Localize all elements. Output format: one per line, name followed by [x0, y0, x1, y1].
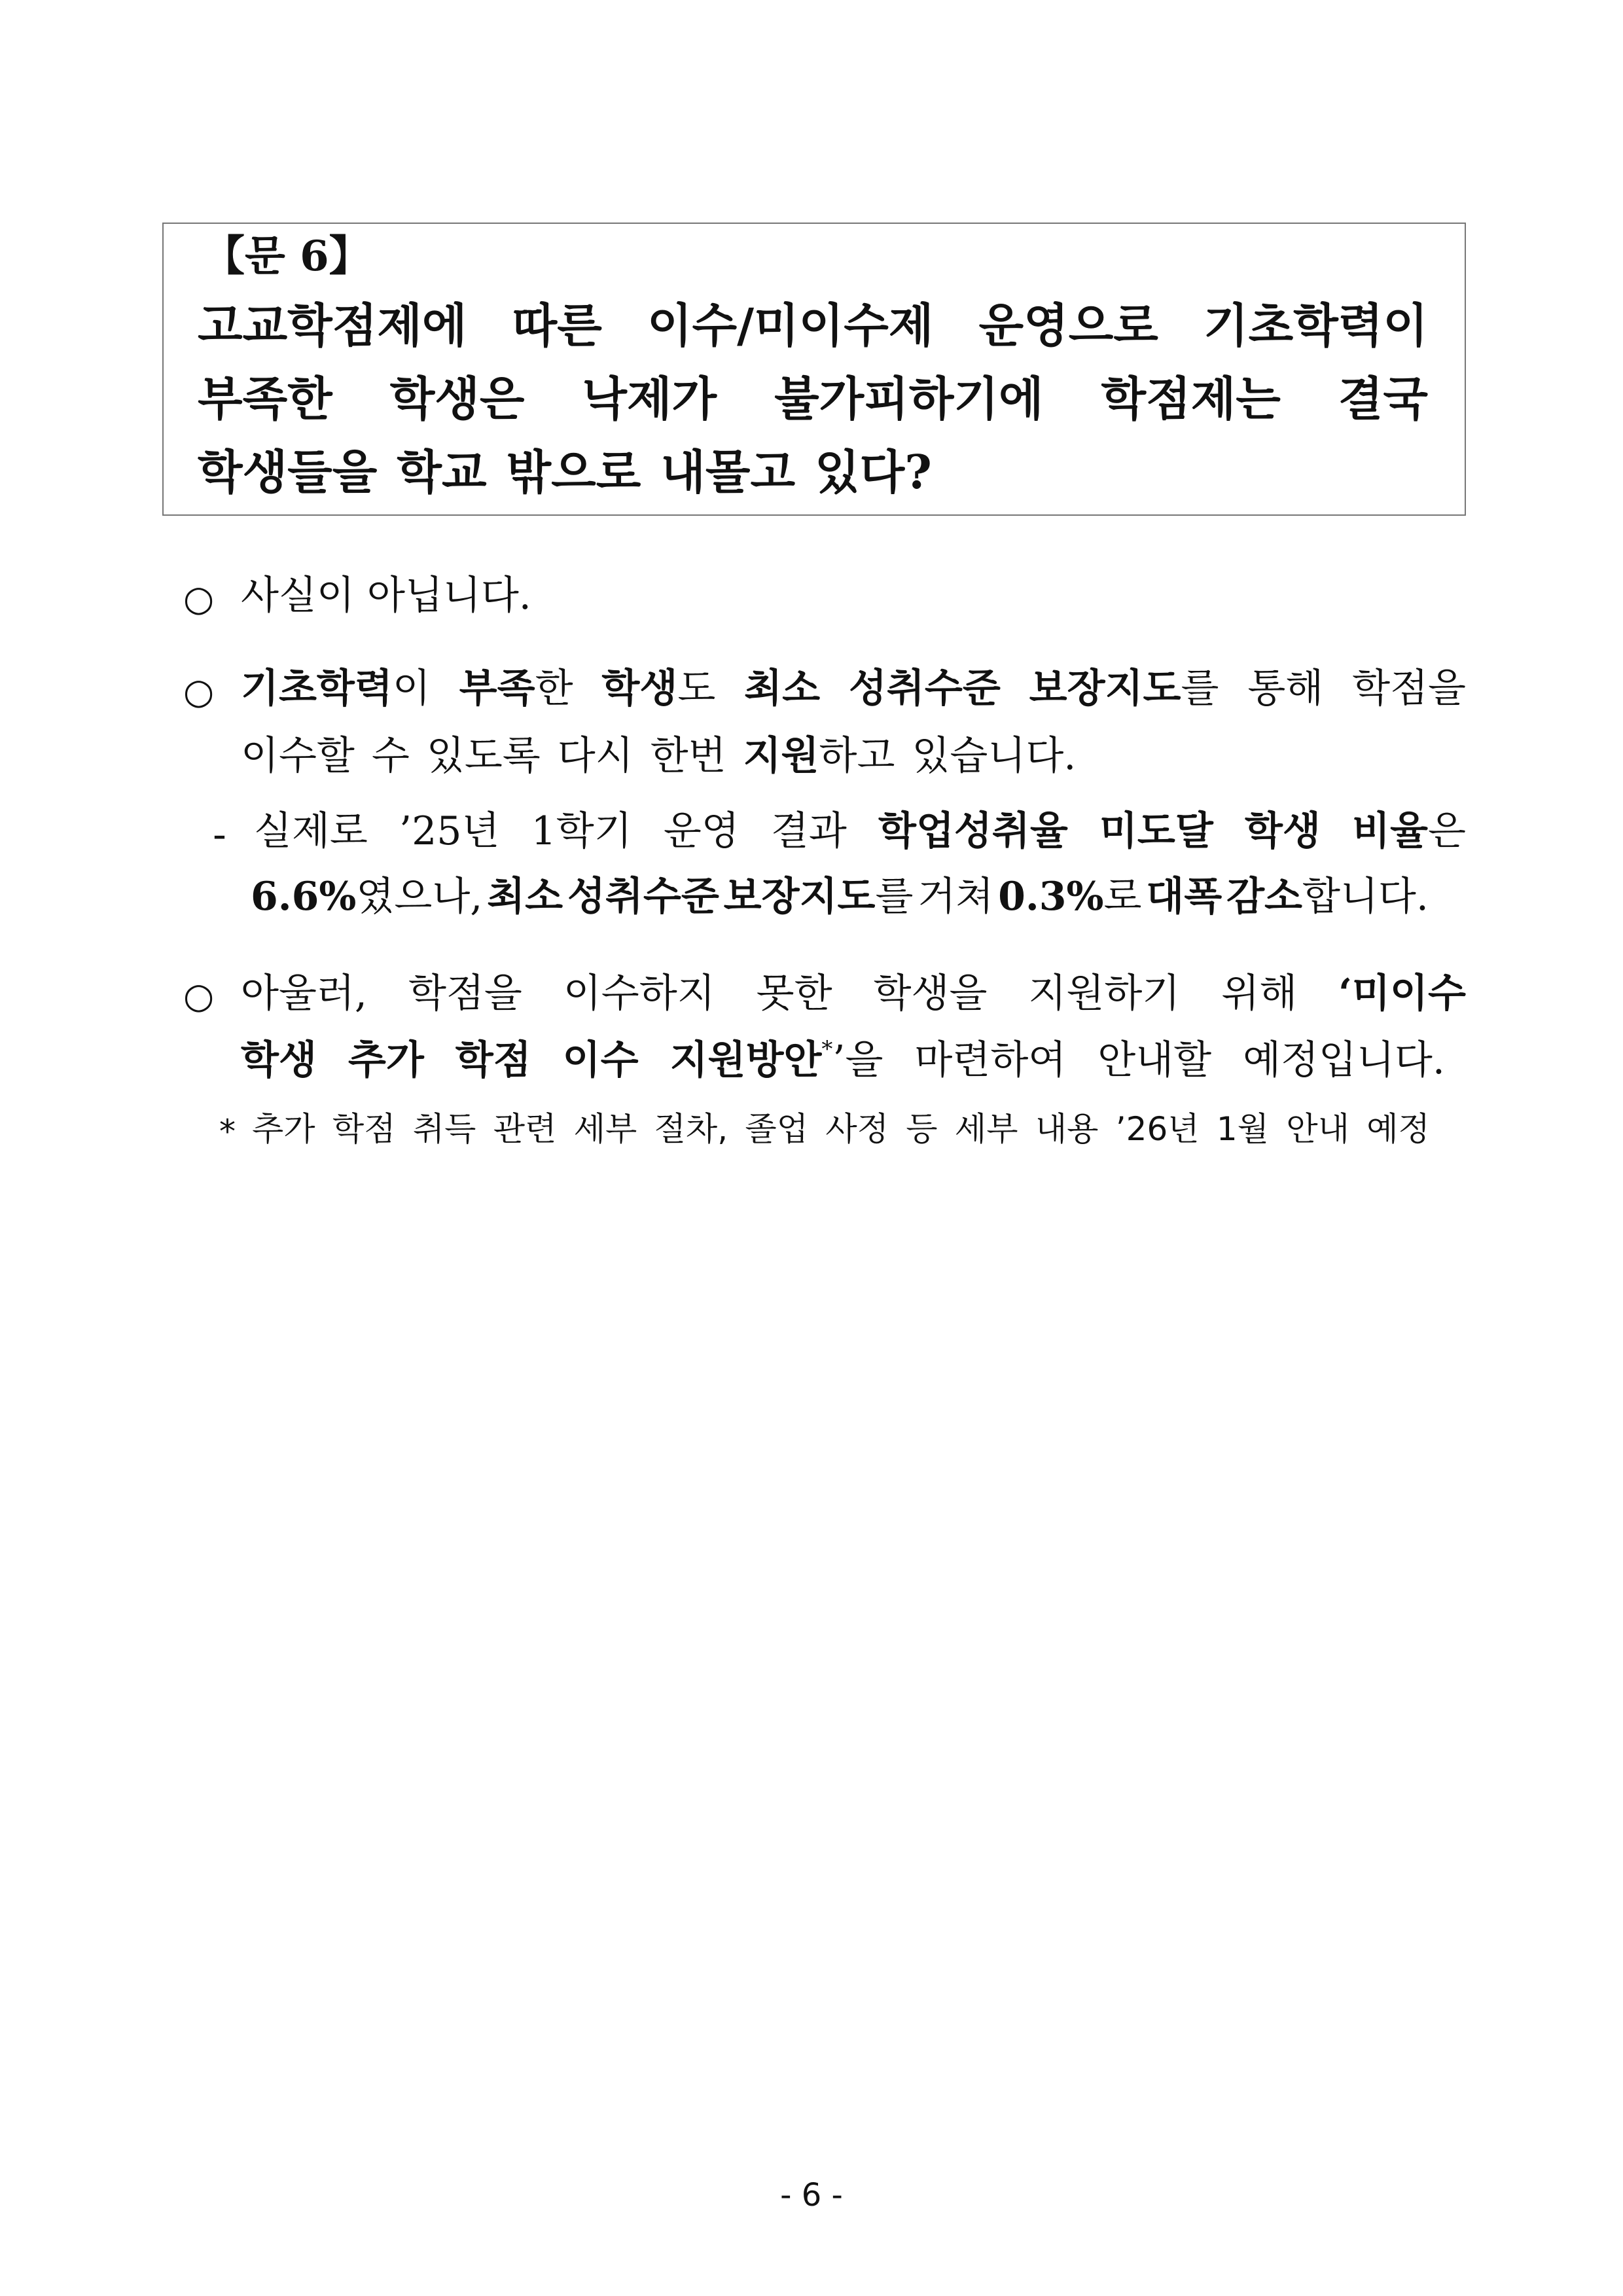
answer-text: 하고 — [819, 733, 895, 779]
emphasis-text: 학점 — [455, 1037, 531, 1083]
footnote-word: 절차, — [654, 1110, 728, 1148]
emphasis-text: 최소 — [487, 874, 563, 920]
answer-subitem-line-2 — [251, 874, 1429, 920]
emphasis-text: 성취수준 — [567, 874, 719, 920]
answer-item-2-line-1 — [241, 666, 1466, 711]
answer-text: 위해 — [1221, 971, 1298, 1016]
answer-text: 있습니다. — [912, 733, 1077, 779]
answer-text: 을 — [845, 1037, 883, 1083]
emphasis-text: 성취수준 — [848, 666, 1001, 711]
question-word: 학점제는 — [1101, 371, 1281, 426]
footnote-word: 1월 — [1216, 1110, 1269, 1148]
footnote-word: 학점 — [332, 1110, 396, 1148]
emphasis-text: 학생 — [601, 666, 678, 711]
answer-text: 1학기 — [531, 808, 632, 854]
emphasis-text: 학생 — [1245, 808, 1321, 854]
emphasis-text: 미이수 — [1352, 971, 1466, 1016]
footnote-word: 예정 — [1366, 1110, 1430, 1148]
answer-text: 였으나, — [356, 874, 483, 920]
answer-text: 이수할 — [241, 733, 355, 779]
answer-text: 학점을 — [408, 971, 522, 1016]
question-word: 고교학점제에 — [198, 298, 467, 353]
footnote-word: 취득 — [412, 1110, 476, 1148]
question-word: 이수/미이수제 — [647, 298, 934, 353]
question-line-1 — [198, 298, 1428, 353]
question-box — [162, 223, 1466, 516]
bullet-circle: ○ — [183, 578, 215, 619]
emphasis-text: 감소 — [1226, 874, 1302, 920]
emphasis-text: 학업성취율 — [878, 808, 1068, 854]
footnote-word: 관련 — [493, 1110, 557, 1148]
footnote-word: 추가 — [252, 1110, 315, 1148]
emphasis-text: 추가 — [348, 1037, 424, 1083]
question-word: 있다? — [815, 444, 932, 499]
question-word: 부족한 — [198, 371, 332, 426]
answer-text: 지원하기 — [1028, 971, 1181, 1016]
answer-text: ’25년 — [399, 808, 500, 854]
answer-text: 이 — [392, 666, 431, 711]
answer-text: 수 — [371, 733, 410, 779]
answer-text: 운영 — [663, 808, 740, 854]
answer-text: 예정입니다. — [1243, 1037, 1445, 1083]
answer-text: 거쳐 — [918, 874, 994, 920]
footnote — [252, 1110, 1430, 1148]
footnote-word: 졸업 — [745, 1110, 809, 1148]
emphasis-text: 지원 — [743, 733, 819, 779]
emphasis-text: 학생 — [241, 1037, 317, 1083]
answer-text: 합니다. — [1302, 874, 1429, 920]
answer-text: 를 — [875, 874, 914, 920]
quote-mark: ’ — [832, 1037, 846, 1083]
footnote-word: 등 — [906, 1110, 938, 1148]
emphasis-text: 기초학력 — [241, 666, 393, 711]
answer-text: 못한 — [756, 971, 832, 1016]
emphasis-text: 보장지도 — [723, 874, 876, 920]
answer-text: 사실이 아닙니다. — [241, 573, 531, 619]
emphasis-text: 이수 — [562, 1037, 639, 1083]
question-word: 낙제가 — [582, 371, 717, 426]
answer-text: 은 — [1428, 808, 1466, 854]
question-word: 밖으로 — [506, 444, 641, 499]
answer-item-2-line-2 — [241, 733, 1077, 779]
emphasis-text: 부족 — [459, 666, 535, 711]
question-line-2 — [198, 371, 1428, 426]
footnote-star: * — [219, 1113, 236, 1151]
answer-text: 한번 — [650, 733, 726, 779]
quote-mark: ‘ — [1338, 971, 1353, 1016]
emphasis-text: 보장지도 — [1029, 666, 1181, 711]
emphasis-text: 지원방안 — [669, 1037, 822, 1083]
answer-text: 결과 — [770, 808, 847, 854]
question-word: 내몰고 — [660, 444, 796, 499]
question-word: 학생들을 — [198, 444, 378, 499]
emphasis-text: 0.3% — [998, 874, 1104, 920]
question-word: 학생은 — [389, 371, 525, 426]
question-word: 따른 — [512, 298, 602, 353]
bullet-circle: ○ — [183, 671, 215, 712]
answer-item-3-line-1 — [241, 971, 1466, 1016]
answer-text: 이수하지 — [563, 971, 715, 1016]
footnote-marker: * — [821, 1036, 833, 1062]
answer-text: 한 — [535, 666, 573, 711]
question-word: 기초학력이 — [1204, 298, 1428, 353]
footnote-word: 세부 — [573, 1110, 637, 1148]
emphasis-text: 미도달 — [1099, 808, 1213, 854]
footnote-word: 내용 — [1035, 1110, 1099, 1148]
question-word: 결국 — [1338, 371, 1428, 426]
answer-item-1 — [241, 573, 531, 619]
answer-text: 있도록 — [426, 733, 541, 779]
footnote-word: ’26년 — [1115, 1110, 1200, 1148]
emphasis-text: 최소 — [744, 666, 821, 711]
footnote-word: 안내 — [1286, 1110, 1349, 1148]
bullet-circle: ○ — [183, 975, 215, 1016]
dash-marker: - — [213, 812, 226, 857]
answer-text: 실제로 — [254, 808, 368, 854]
answer-text: 마련하여 — [914, 1037, 1067, 1083]
footnote-word: 사정 — [825, 1110, 889, 1148]
question-line-3 — [198, 444, 1428, 499]
footnote-word: 세부 — [954, 1110, 1018, 1148]
answer-text: 안내할 — [1097, 1037, 1212, 1083]
answer-text: 학점을 — [1352, 666, 1466, 711]
answer-text: 를 — [1181, 666, 1219, 711]
answer-text: 도 — [677, 666, 716, 711]
page-number: - 6 - — [780, 2177, 843, 2214]
answer-item-3-line-2 — [241, 1036, 1445, 1083]
answer-text: 다시 — [557, 733, 633, 779]
emphasis-text: 대폭 — [1146, 874, 1222, 920]
question-word: 학교 — [397, 444, 487, 499]
answer-subitem-line-1 — [254, 808, 1466, 854]
answer-text: 로 — [1103, 874, 1142, 920]
answer-text: 아울러, — [241, 971, 367, 1016]
answer-text: 통해 — [1247, 666, 1324, 711]
question-word: 운영으로 — [978, 298, 1158, 353]
question-number: 【문 6】 — [203, 232, 371, 281]
emphasis-text: 6.6% — [251, 874, 357, 920]
emphasis-text: 비율 — [1352, 808, 1429, 854]
answer-text: 학생을 — [873, 971, 988, 1016]
question-word: 불가피하기에 — [774, 371, 1044, 426]
